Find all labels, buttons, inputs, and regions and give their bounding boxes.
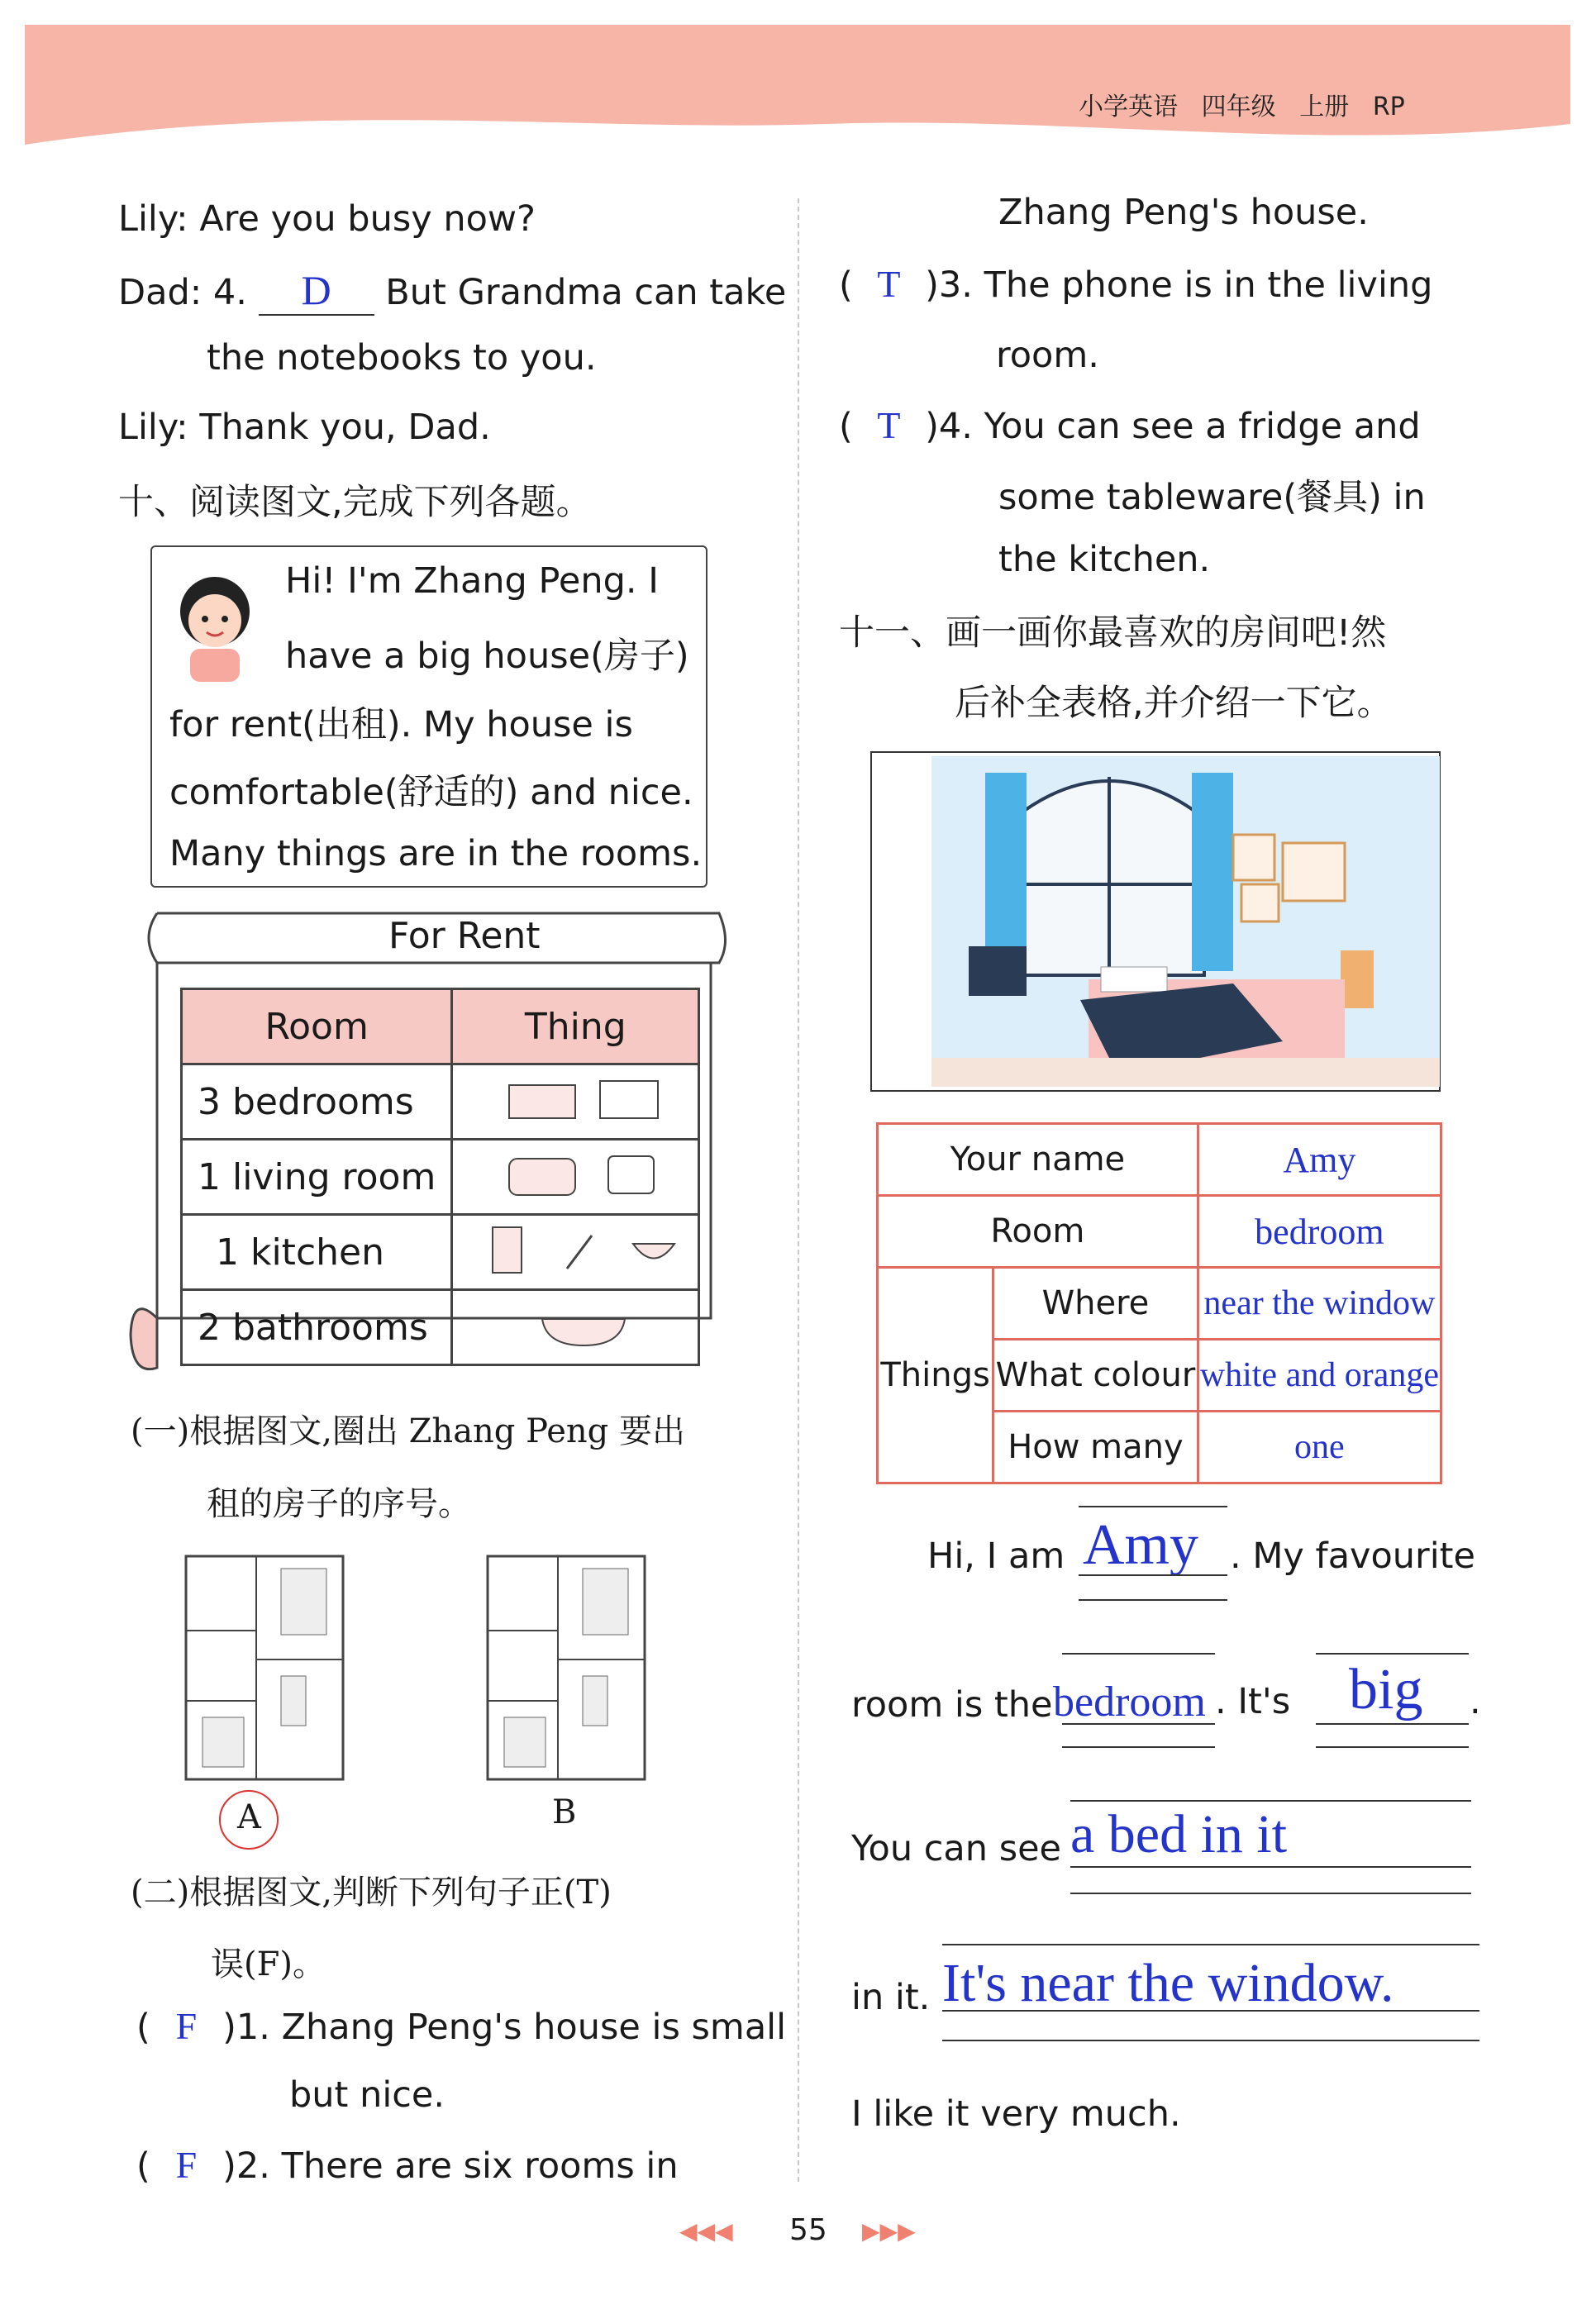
intro-line-5: Many things are in the rooms. xyxy=(169,833,703,874)
tf-item-4: ( T )4. You can see a fridge and xyxy=(839,404,1421,447)
guide-line xyxy=(1062,1653,1215,1655)
bedroom-drawing xyxy=(869,744,1441,1095)
answer-4[interactable]: D xyxy=(259,266,374,316)
guide-line xyxy=(1070,1800,1471,1802)
rent-thing-3 xyxy=(452,1215,699,1290)
room-label: Room xyxy=(878,1196,1198,1268)
writing-line-3-pre: You can see xyxy=(851,1828,1062,1869)
page-next-arrows[interactable]: ▶▶▶ xyxy=(862,2217,916,2245)
answer-underline xyxy=(942,2010,1479,2012)
guide-line xyxy=(942,1944,1479,1945)
guide-line xyxy=(942,2040,1479,2041)
part2-instruction-2: 误(F)。 xyxy=(211,1945,326,1983)
writing-answer-see[interactable]: a bed in it xyxy=(1070,1804,1288,1864)
room-info-table xyxy=(876,1122,1442,1484)
tf-answer-4[interactable]: T xyxy=(877,404,901,446)
boy-avatar xyxy=(165,566,264,682)
dialogue-line-4: Lily: Thank you, Dad. xyxy=(118,407,491,448)
rent-room-3: 1 kitchen xyxy=(182,1215,452,1290)
tf-answer-3[interactable]: T xyxy=(877,263,901,305)
tf-item-4-cont-1: some tableware(餐具) in xyxy=(998,477,1426,518)
guide-line xyxy=(1316,1746,1469,1748)
header-grade: 四年级 xyxy=(1201,93,1276,121)
howmany-value[interactable]: one xyxy=(1198,1412,1441,1483)
writing-line-1-pre: Hi, I am xyxy=(927,1536,1065,1577)
answer-underline xyxy=(1316,1723,1469,1725)
tf-answer-2[interactable]: F xyxy=(175,2144,198,2186)
tf-answer-1[interactable]: F xyxy=(175,2005,198,2047)
colour-value[interactable]: white and orange xyxy=(1198,1340,1441,1412)
header-subject: 小学英语 xyxy=(1079,93,1178,121)
tf-item-2: ( F )2. There are six rooms in xyxy=(136,2144,679,2187)
answer-underline xyxy=(1062,1723,1215,1725)
floor-plan-a[interactable] xyxy=(157,1552,355,1783)
writing-answer-room[interactable]: bedroom xyxy=(1053,1679,1206,1726)
part1-instruction-2: 租的房子的序号。 xyxy=(207,1485,471,1523)
room-value[interactable]: bedroom xyxy=(1198,1196,1441,1268)
writing-line-2-post: . xyxy=(1470,1681,1481,1722)
rent-header-thing: Thing xyxy=(452,989,699,1064)
intro-line-2: have a big house(房子) xyxy=(285,636,689,677)
section-11-title-2: 后补全表格,并介绍一下它。 xyxy=(955,683,1393,724)
intro-line-1: Hi! I'm Zhang Peng. I xyxy=(285,560,659,602)
column-divider xyxy=(798,198,799,2182)
howmany-label: How many xyxy=(993,1412,1198,1483)
tf-item-3-cont: room. xyxy=(996,335,1099,376)
guide-line xyxy=(1070,1893,1471,1894)
rent-title: For Rent xyxy=(388,915,541,957)
guide-line xyxy=(1079,1506,1227,1507)
your-name-value[interactable]: Amy xyxy=(1198,1124,1441,1196)
intro-line-3: for rent(出租). My house is xyxy=(169,704,633,745)
tf-item-2-cont: Zhang Peng's house. xyxy=(998,192,1369,233)
page-number: 55 xyxy=(789,2213,827,2247)
guide-line xyxy=(1316,1653,1469,1655)
rent-table xyxy=(180,988,700,1366)
writing-answer-name[interactable]: Amy xyxy=(1083,1513,1198,1577)
header-edition: RP xyxy=(1372,93,1405,121)
guide-line xyxy=(1062,1746,1215,1748)
rent-thing-4 xyxy=(452,1290,699,1365)
tf-item-1-cont: but nice. xyxy=(289,2074,445,2116)
rent-header-room: Room xyxy=(182,989,452,1064)
rent-room-1: 3 bedrooms xyxy=(182,1064,452,1140)
rent-room-2: 1 living room xyxy=(182,1140,452,1215)
rent-room-4: 2 bathrooms xyxy=(182,1290,452,1365)
writing-line-4-pre: in it. xyxy=(851,1977,931,2018)
dialogue-line-1: Lily: Are you busy now? xyxy=(118,198,536,240)
writing-line-2-pre: room is the xyxy=(851,1684,1053,1726)
rent-thing-2 xyxy=(452,1140,699,1215)
writing-answer-size[interactable]: big xyxy=(1349,1658,1423,1721)
writing-line-2-mid: . It's xyxy=(1215,1681,1291,1722)
where-value[interactable]: near the window xyxy=(1198,1268,1441,1340)
things-label: Things xyxy=(878,1268,993,1483)
page-prev-arrows[interactable]: ◀◀◀ xyxy=(679,2217,733,2245)
writing-line-5: I like it very much. xyxy=(851,2093,1181,2135)
header-band xyxy=(0,0,1596,157)
part2-instruction-1: (二)根据图文,判断下列句子正(T) xyxy=(131,1874,612,1912)
plan-label-b: B xyxy=(552,1793,577,1831)
guide-line xyxy=(1079,1599,1227,1601)
dialogue-line-2: Dad: 4. D But Grandma can take xyxy=(118,266,786,316)
intro-line-4: comfortable(舒适的) and nice. xyxy=(169,772,693,813)
dialogue-line-3: the notebooks to you. xyxy=(207,337,597,379)
part1-instruction-1: (一)根据图文,圈出 Zhang Peng 要出 xyxy=(131,1412,685,1450)
section-11-title-1: 十一、画一画你最喜欢的房间吧!然 xyxy=(839,612,1387,654)
colour-label: What colour xyxy=(993,1340,1198,1412)
section-10-title: 十、阅读图文,完成下列各题。 xyxy=(118,482,592,523)
writing-line-1-post: . My favourite xyxy=(1230,1536,1475,1577)
writing-answer-where[interactable]: It's near the window. xyxy=(942,1953,1394,2013)
floor-plan-b[interactable] xyxy=(459,1552,657,1783)
where-label: Where xyxy=(993,1268,1198,1340)
tf-item-4-cont-2: the kitchen. xyxy=(998,539,1211,580)
plan-label-a: A xyxy=(237,1798,261,1836)
rent-thing-1 xyxy=(452,1064,699,1140)
answer-underline xyxy=(1070,1866,1471,1868)
header-volume: 上册 xyxy=(1299,93,1350,121)
tf-item-1: ( F )1. Zhang Peng's house is small xyxy=(136,2005,787,2048)
header-meta xyxy=(1079,86,1405,122)
answer-underline xyxy=(1079,1574,1227,1576)
tf-item-3: ( T )3. The phone is in the living xyxy=(839,263,1433,306)
your-name-label: Your name xyxy=(878,1124,1198,1196)
